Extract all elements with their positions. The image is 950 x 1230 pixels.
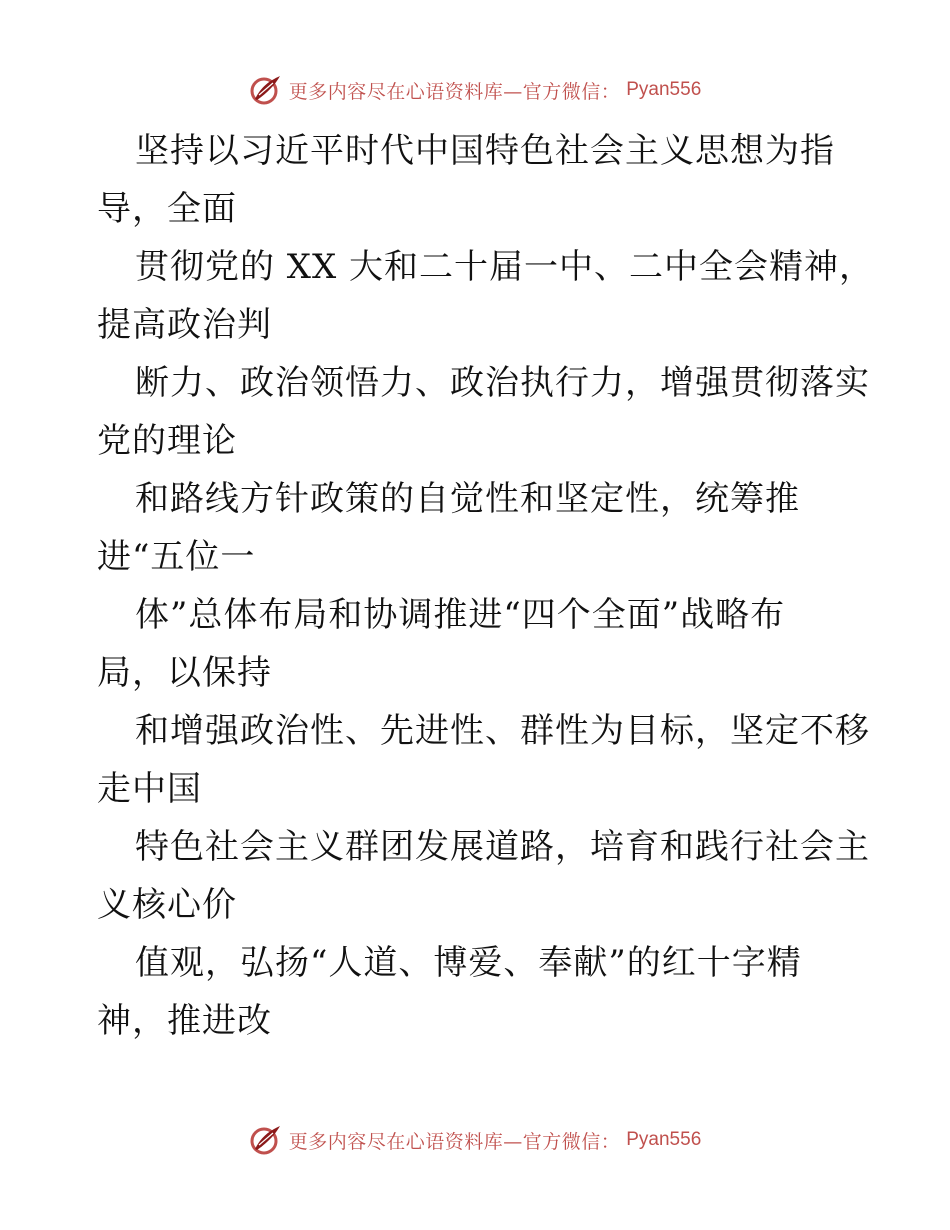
paragraph-line: 和增强政治性、先进性、群性为目标，坚定不移 <box>135 711 870 751</box>
paragraph-line: 提高政治判 <box>97 305 272 345</box>
header-watermark <box>0 70 950 110</box>
paragraph-line: 值观，弘扬“人道、博爱、奉献”的红十字精 <box>135 943 802 983</box>
watermark-wechat-id: Pyan556 <box>626 1129 702 1150</box>
watermark-text: 更多内容尽在心语资料库—官方微信： <box>288 1130 621 1153</box>
paragraph-line: 贯彻党的 XX 大和二十届一中、二中全会精神， <box>135 247 875 287</box>
watermark-text: 更多内容尽在心语资料库—官方微信： <box>288 80 621 103</box>
watermark-wechat-id: Pyan556 <box>626 79 702 100</box>
paragraph-line: 坚持以习近平时代中国特色社会主义思想为指 <box>135 131 835 171</box>
paragraph-line: 党的理论 <box>97 421 237 461</box>
paragraph-line: 进“五位一 <box>97 537 256 577</box>
paragraph-line: 特色社会主义群团发展道路，培育和践行社会主 <box>135 827 870 867</box>
paragraph-line: 断力、政治领悟力、政治执行力，增强贯彻落实 <box>135 363 870 403</box>
paragraph-line: 神，推进改 <box>97 1001 272 1041</box>
footer-watermark <box>0 1120 950 1160</box>
paragraph-line: 导，全面 <box>97 189 237 229</box>
quill-logo-icon <box>249 73 283 107</box>
paragraph-line: 义核心价 <box>97 885 237 925</box>
paragraph-line: 和路线方针政策的自觉性和坚定性，统筹推 <box>135 479 800 519</box>
quill-logo-icon <box>249 1123 283 1157</box>
paragraph-line: 走中国 <box>97 769 202 809</box>
paragraph-line: 局，以保持 <box>97 653 272 693</box>
paragraph-line: 体”总体布局和协调推进“四个全面”战略布 <box>135 595 786 635</box>
document-body <box>97 122 875 1050</box>
